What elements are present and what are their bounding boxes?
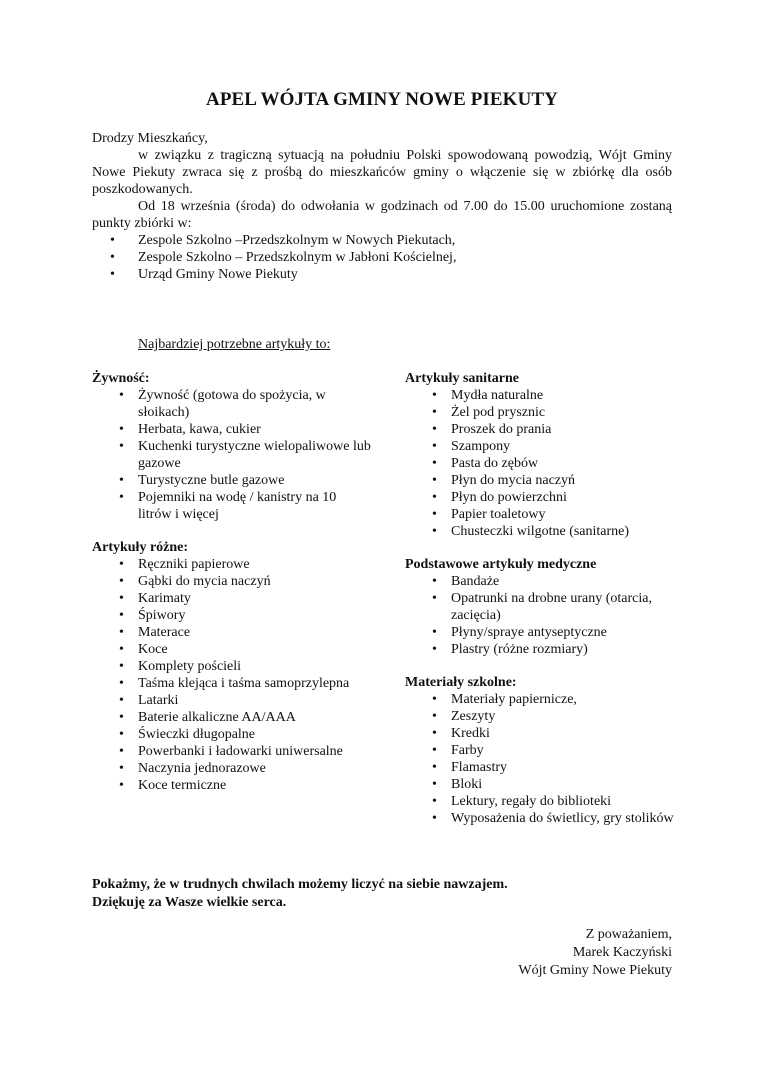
list-item: • Plastry (różne rozmiary) — [405, 641, 695, 658]
list-item: • Ręczniki papierowe — [92, 556, 372, 573]
collection-point-item: • Zespole Szkolno – Przedszkolnym w Jabłoni Kościelnej, — [92, 249, 672, 266]
closing-line: Pokażmy, że w trudnych chwilach możemy liczyć na siebie nawzajem. — [92, 877, 508, 892]
paragraph-collection-hours: Od 18 września (środa) do odwołania w godzinach od 7.00 do 15.00 uruchomione zostaną punkty zbiórki w: — [92, 199, 672, 231]
left-column — [92, 370, 372, 810]
food-list — [92, 387, 372, 523]
sanitary-list — [405, 387, 695, 540]
list-item: • Płyny/spraye antyseptyczne — [405, 624, 695, 641]
list-item: • Pasta do zębów — [405, 455, 695, 472]
list-item: • Taśma klejąca i taśma samoprzylepna — [92, 675, 372, 692]
medical-list — [405, 573, 695, 658]
signature-salutation: Z poważaniem, — [585, 927, 672, 942]
list-item: • Baterie alkaliczne AA/AAA — [92, 709, 372, 726]
list-item: • Płyn do mycia naczyń — [405, 472, 695, 489]
collection-point-item: • Urząd Gminy Nowe Piekuty — [92, 266, 672, 283]
list-item: • Pojemniki na wodę / kanistry na 10 litrów i więcej — [92, 489, 372, 523]
list-item: • Kredki — [405, 725, 695, 742]
list-item: • Turystyczne butle gazowe — [92, 472, 372, 489]
signature-name: Marek Kaczyński — [572, 945, 672, 960]
section-heading: Materiały szkolne: — [405, 675, 517, 690]
greeting: Drodzy Mieszkańcy, — [92, 131, 208, 146]
closing-message — [92, 876, 508, 912]
section-food — [92, 370, 372, 523]
section-sanitary — [405, 370, 695, 540]
list-item: • Proszek do prania — [405, 421, 695, 438]
list-item: • Wyposażenia do świetlicy, gry stolików — [405, 810, 695, 827]
list-item: • Karimaty — [92, 590, 372, 607]
list-item: • Żywność (gotowa do spożycia, w słoikach) — [92, 387, 372, 421]
list-item: • Świeczki długopalne — [92, 726, 372, 743]
intro-section — [92, 130, 672, 283]
page-title: APEL WÓJTA GMINY NOWE PIEKUTY — [206, 89, 558, 110]
list-item: • Latarki — [92, 692, 372, 709]
list-item: • Gąbki do mycia naczyń — [92, 573, 372, 590]
list-item: • Chusteczki wilgotne (sanitarne) — [405, 523, 695, 540]
right-column — [405, 370, 695, 843]
list-item: • Naczynia jednorazowe — [92, 760, 372, 777]
list-item: • Herbata, kawa, cukier — [92, 421, 372, 438]
collection-points-list — [92, 232, 672, 283]
list-item: • Lektury, regały do biblioteki — [405, 793, 695, 810]
list-item: • Koce termiczne — [92, 777, 372, 794]
section-misc — [92, 539, 372, 794]
closing-line: Dziękuję za Wasze wielkie serca. — [92, 895, 287, 910]
needed-items-heading: Najbardziej potrzebne artykuły to: — [138, 337, 331, 352]
section-heading: Żywność: — [92, 371, 150, 386]
list-item: • Płyn do powierzchni — [405, 489, 695, 506]
section-school — [405, 674, 695, 827]
paragraph-flood-appeal: w związku z tragiczną sytuacją na południu Polski spowodowaną powodzią, Wójt Gminy Nowe Piekuty zwraca się z prośbą do mieszkańców gminy o włączenie się w zbiórkę dla osób poszkodowanych. — [92, 148, 672, 197]
section-heading: Artykuły różne: — [92, 540, 189, 555]
list-item: • Papier toaletowy — [405, 506, 695, 523]
list-item: • Szampony — [405, 438, 695, 455]
list-item: • Powerbanki i ładowarki uniwersalne — [92, 743, 372, 760]
list-item: • Żel pod prysznic — [405, 404, 695, 421]
school-list — [405, 691, 695, 827]
collection-point-item: • Zespole Szkolno –Przedszkolnym w Nowych Piekutach, — [92, 232, 672, 249]
section-medical — [405, 556, 695, 658]
list-item: • Flamastry — [405, 759, 695, 776]
list-item: • Bloki — [405, 776, 695, 793]
list-item: • Materiały papiernicze, — [405, 691, 695, 708]
list-item: • Opatrunki na drobne urany (otarcia, zacięcia) — [405, 590, 695, 624]
section-heading: Podstawowe artykuły medyczne — [405, 557, 597, 572]
section-heading: Artykuły sanitarne — [405, 371, 519, 386]
list-item: • Kuchenki turystyczne wielopaliwowe lub gazowe — [92, 438, 372, 472]
list-item: • Materace — [92, 624, 372, 641]
signature-role: Wójt Gminy Nowe Piekuty — [518, 963, 672, 978]
list-item: • Bandaże — [405, 573, 695, 590]
list-item: • Koce — [92, 641, 372, 658]
list-item: • Farby — [405, 742, 695, 759]
misc-list — [92, 556, 372, 794]
list-item: • Komplety pościeli — [92, 658, 372, 675]
list-item: • Mydła naturalne — [405, 387, 695, 404]
list-item: • Zeszyty — [405, 708, 695, 725]
signature-block — [518, 926, 672, 980]
list-item: • Śpiwory — [92, 607, 372, 624]
